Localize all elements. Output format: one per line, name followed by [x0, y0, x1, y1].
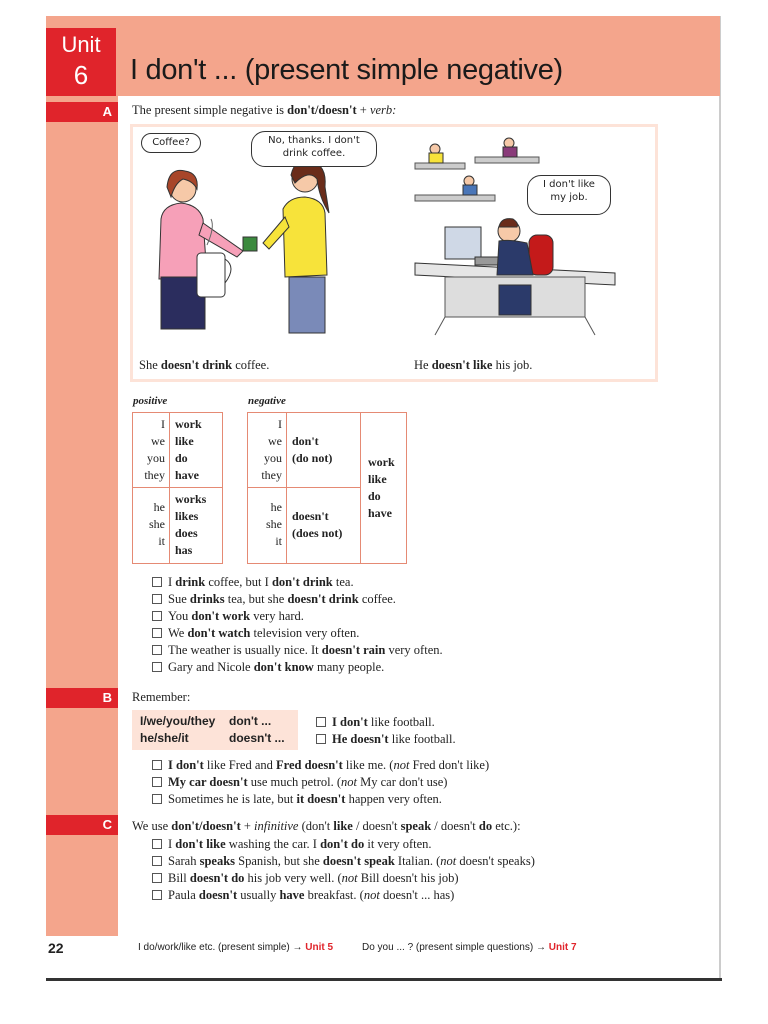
remember-subj-2: he/she/it [140, 731, 189, 745]
positive-verbs-top [175, 416, 202, 484]
italic-text: not [341, 775, 357, 789]
verb: has [175, 543, 193, 557]
text: his job very well. ( [244, 871, 342, 885]
text: The weather is usually nice. It [168, 643, 322, 657]
text: Sue [168, 592, 190, 606]
speech-bubble-no-thanks: No, thanks. I don't drink coffee. [251, 131, 377, 167]
negative-aux-bottom [292, 508, 342, 542]
caption-coffee [139, 358, 269, 373]
footer-unit-link: Unit 5 [305, 942, 334, 953]
checkbox-icon [152, 873, 162, 883]
bold-text: like [333, 819, 353, 833]
verb: do [175, 451, 188, 465]
negative-table-rule [248, 487, 360, 488]
text: I [168, 575, 176, 589]
positive-table-divider [169, 413, 170, 563]
italic-text: not [341, 871, 358, 885]
footer-ref-1 [138, 942, 333, 953]
checkbox-icon [152, 662, 162, 672]
bold-text: I don't [332, 715, 368, 729]
verb: work [175, 417, 202, 431]
text: I [168, 837, 176, 851]
list-item [152, 591, 443, 608]
examples-a [152, 574, 443, 676]
bold-text: Fred doesn't [276, 758, 343, 772]
page-title: I don't ... (present simple negative) [130, 54, 563, 86]
intro-line [132, 103, 396, 118]
bold-text: have [279, 888, 305, 902]
aux: don't [292, 434, 319, 448]
text: coffee. [358, 592, 396, 606]
text: usually [237, 888, 280, 902]
verb: does [175, 526, 198, 540]
section-tag-c: C [46, 815, 118, 835]
caption-job [414, 358, 532, 373]
text: / doesn't [352, 819, 401, 833]
remember-examples [316, 714, 456, 748]
aux: (do not) [292, 451, 333, 465]
speech-bubble-job: I don't like my job. [527, 175, 611, 215]
text: very often. [385, 643, 443, 657]
text: We use [132, 819, 172, 833]
negative-table-divider-2 [360, 413, 361, 563]
negative-label: negative [248, 395, 286, 407]
negative-pronouns-bottom [248, 499, 282, 550]
section-tag-b: B [46, 688, 118, 708]
text: Spanish, but she [235, 854, 323, 868]
examples-c [152, 836, 535, 904]
negative-table-divider-1 [286, 413, 287, 563]
bold-text: don't drink [271, 575, 333, 589]
italic-text: not [440, 854, 457, 868]
remember-box [132, 710, 298, 750]
list-item [152, 836, 535, 853]
unit-badge [46, 28, 116, 96]
list-item [152, 774, 489, 791]
text: doesn't ... has) [379, 888, 455, 902]
bold-text: don't like [175, 837, 226, 851]
aux: (does not) [292, 526, 343, 540]
caption-job-post: his job. [492, 358, 533, 372]
bold-text: My car doesn't [168, 775, 248, 789]
aux: doesn't [292, 509, 329, 523]
bold-text: doesn't speak [322, 854, 395, 868]
checkbox-icon [152, 856, 162, 866]
text: Paula [168, 888, 199, 902]
checkbox-icon [152, 839, 162, 849]
caption-coffee-pre: She [139, 358, 161, 372]
list-item [152, 625, 443, 642]
sidebar-band [46, 16, 118, 936]
verb: works [175, 492, 207, 506]
bold-text: drink [175, 575, 206, 589]
examples-b [152, 757, 489, 808]
section-tag-a: A [46, 102, 118, 122]
text: (don't [298, 819, 334, 833]
positive-table-rule [133, 487, 222, 488]
positive-table [132, 412, 223, 564]
checkbox-icon [152, 760, 162, 770]
verb: work [368, 455, 395, 469]
caption-job-pre: He [414, 358, 432, 372]
pronoun: I [161, 417, 165, 431]
text: like football. [367, 715, 435, 729]
bold-text: it doesn't [296, 792, 346, 806]
text: doesn't speaks) [456, 854, 535, 868]
checkbox-icon [152, 611, 162, 621]
checkbox-icon [152, 777, 162, 787]
bold-text: don't work [191, 609, 251, 623]
page-number: 22 [48, 940, 64, 956]
list-item [152, 574, 443, 591]
bold-text: He doesn't [332, 732, 389, 746]
text: Gary and Nicole [168, 660, 254, 674]
bold-text: doesn't [198, 888, 238, 902]
verb: do [368, 489, 381, 503]
footer-unit-link: Unit 7 [548, 942, 577, 953]
checkbox-icon [152, 577, 162, 587]
pronoun: she [149, 517, 165, 531]
text: Sometimes he is late, but [168, 792, 297, 806]
text: tea, but she [224, 592, 288, 606]
pronoun: you [264, 451, 282, 465]
pronoun: we [151, 434, 165, 448]
checkbox-icon [152, 645, 162, 655]
intro-pre: The present simple negative is [132, 103, 288, 117]
list-item [152, 642, 443, 659]
text: My car don't use) [357, 775, 448, 789]
checkbox-icon [316, 717, 326, 727]
text: use much petrol. ( [247, 775, 342, 789]
checkbox-icon [152, 794, 162, 804]
speech-bubble-coffee: Coffee? [141, 133, 201, 153]
bold-text: I don't [168, 758, 204, 772]
list-item [152, 887, 535, 904]
positive-verbs-bottom [175, 491, 206, 559]
list-item [152, 853, 535, 870]
checkbox-icon [152, 890, 162, 900]
negative-aux-top [292, 433, 332, 467]
italic-text: not [393, 758, 410, 772]
pronoun: you [147, 451, 165, 465]
bold-text: don't/doesn't [171, 819, 241, 833]
bold-text: doesn't drink [287, 592, 359, 606]
text: Fred don't like) [409, 758, 490, 772]
page-edge-bottom [46, 978, 722, 981]
footer-ref-2 [362, 942, 577, 953]
pronoun: he [270, 500, 282, 514]
text: Sarah [168, 854, 200, 868]
text: + [240, 819, 255, 833]
text: / doesn't [431, 819, 479, 833]
caption-coffee-bold: doesn't drink [160, 358, 233, 372]
pronoun: they [144, 468, 165, 482]
illustration-office [405, 135, 645, 345]
footer-text: I do/work/like etc. (present simple) → [138, 942, 306, 953]
text: like Fred and [203, 758, 276, 772]
remember-aux-1: don't ... [229, 714, 272, 728]
verb: have [368, 506, 392, 520]
intro-plus: + [356, 103, 370, 117]
text: happen very often. [345, 792, 442, 806]
unit-word: Unit [61, 32, 101, 57]
text: many people. [313, 660, 385, 674]
list-item [152, 870, 535, 887]
list-item [316, 731, 456, 748]
negative-verbs [368, 454, 395, 522]
caption-job-bold: doesn't like [431, 358, 493, 372]
text: etc.): [492, 819, 521, 833]
positive-pronouns-top [133, 416, 165, 484]
intro-bold: don't/doesn't [287, 103, 357, 117]
text: very hard. [250, 609, 304, 623]
text: like me. ( [342, 758, 394, 772]
text: like football. [388, 732, 456, 746]
italic-text: not [363, 888, 380, 902]
pronoun: he [153, 500, 165, 514]
illustration-panel [130, 124, 658, 382]
pronoun: we [268, 434, 282, 448]
section-c-intro [132, 819, 521, 834]
list-item [152, 659, 443, 676]
bold-text: speak [400, 819, 432, 833]
remember-aux-2: doesn't ... [229, 731, 285, 745]
text: breakfast. ( [304, 888, 364, 902]
verb: like [175, 434, 194, 448]
bold-text: don't watch [187, 626, 251, 640]
bold-text: speaks [199, 854, 236, 868]
positive-pronouns-bottom [133, 499, 165, 550]
positive-label: positive [133, 395, 168, 407]
list-item [152, 757, 489, 774]
negative-table [247, 412, 407, 564]
text: it very often. [364, 837, 432, 851]
checkbox-icon [152, 594, 162, 604]
checkbox-icon [316, 734, 326, 744]
italic-text: infinitive [254, 819, 299, 833]
pronoun: she [266, 517, 282, 531]
verb: have [175, 468, 199, 482]
text: coffee, but I [205, 575, 272, 589]
pronoun: it [158, 534, 165, 548]
text: Italian. ( [394, 854, 441, 868]
text: You [168, 609, 192, 623]
negative-pronouns-top [248, 416, 282, 484]
remember-subj-1: I/we/you/they [140, 714, 216, 728]
unit-number: 6 [73, 60, 89, 90]
remember-heading: Remember: [132, 690, 191, 704]
bold-text: do [478, 819, 493, 833]
bold-text: drinks [189, 592, 225, 606]
pronoun: they [261, 468, 282, 482]
text: Bill doesn't his job) [357, 871, 459, 885]
text: washing the car. I [225, 837, 321, 851]
verb: likes [175, 509, 199, 523]
bold-text: don't know [253, 660, 314, 674]
pronoun: I [278, 417, 282, 431]
bold-text: don't do [320, 837, 365, 851]
text: Bill [168, 871, 190, 885]
text: tea. [332, 575, 354, 589]
caption-coffee-post: coffee. [232, 358, 270, 372]
verb: like [368, 472, 387, 486]
text: television very often. [250, 626, 360, 640]
bold-text: doesn't do [189, 871, 245, 885]
text: We [168, 626, 188, 640]
intro-ital: verb: [369, 103, 397, 117]
footer-text: Do you ... ? (present simple questions) → [362, 942, 549, 953]
bold-text: doesn't rain [321, 643, 386, 657]
list-item [152, 608, 443, 625]
pronoun: it [275, 534, 282, 548]
checkbox-icon [152, 628, 162, 638]
list-item [152, 791, 489, 808]
list-item [316, 714, 456, 731]
page-edge [719, 16, 721, 980]
